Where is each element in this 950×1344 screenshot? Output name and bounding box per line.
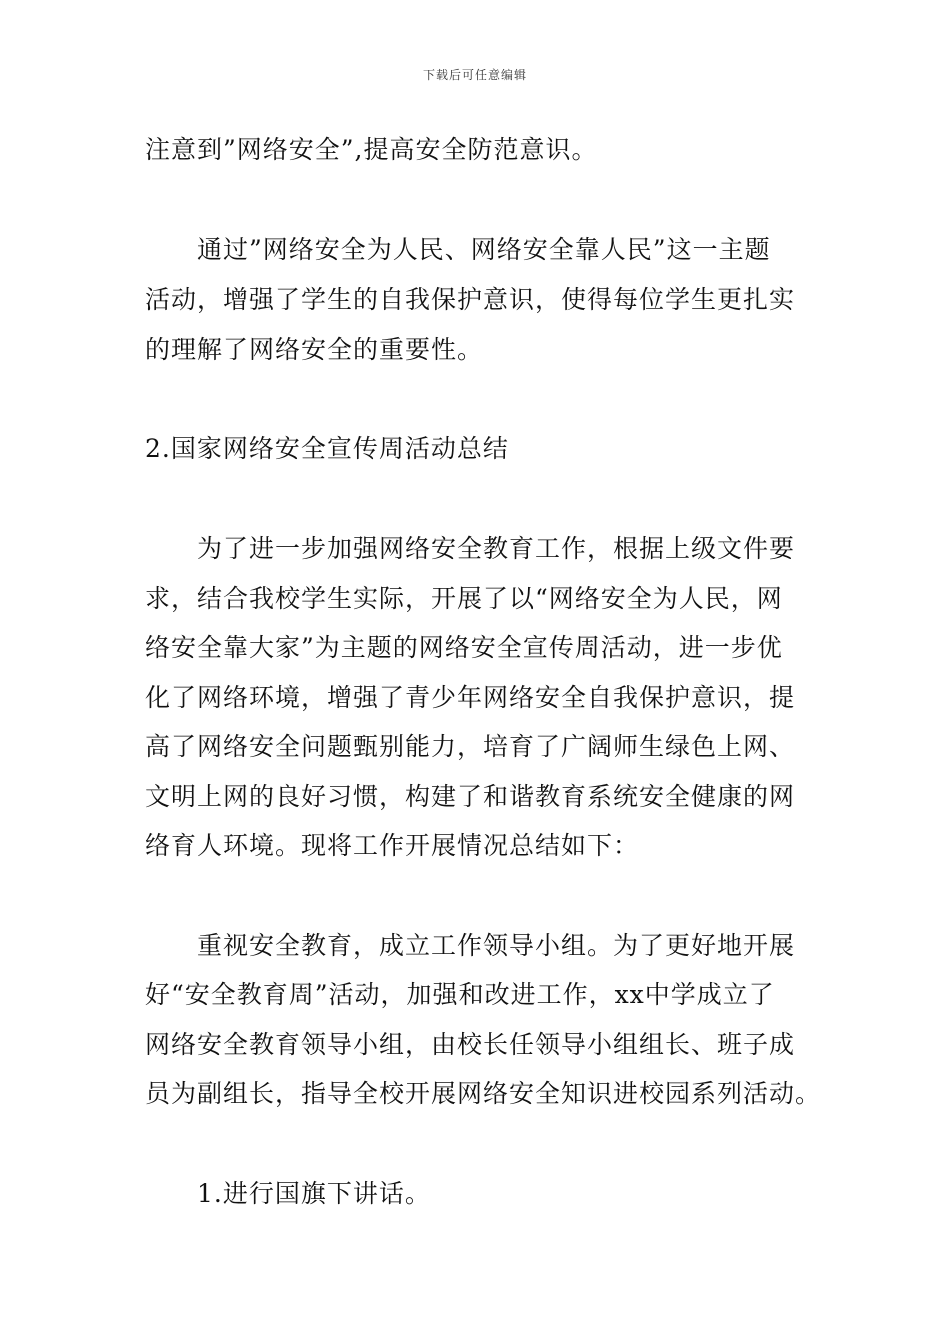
text-line: 高了网络安全问题甄别能力，培育了广阔师生绿色上网、 [145, 732, 796, 761]
list-item-heading: 1.进行国旗下讲话。 [197, 1179, 431, 1208]
text-line: 重视安全教育，成立工作领导小组。为了更好地开展 [197, 931, 796, 960]
text-line: 络安全靠大家”为主题的网络安全宣传周活动，进一步优 [145, 633, 783, 662]
text-line: 员为副组长，指导全校开展网络安全知识进校园系列活动。 [145, 1079, 822, 1108]
text-line: 络育人环境。现将工作开展情况总结如下： [145, 831, 640, 860]
section-heading: 2.国家网络安全宣传周活动总结 [145, 434, 509, 463]
text-line: 文明上网的良好习惯，构建了和谐教育系统安全健康的网 [145, 782, 796, 811]
text-line: 好“安全教育周”活动，加强和改进工作，xx中学成立了 [145, 980, 775, 1009]
text-line: 活动，增强了学生的自我保护意识，使得每位学生更扎实 [145, 285, 796, 314]
page-header: 下载后可任意编辑 [422, 68, 527, 82]
text-line: 的理解了网络安全的重要性。 [145, 335, 484, 364]
text-line: 为了进一步加强网络安全教育工作，根据上级文件要 [197, 534, 796, 563]
text-line: 网络安全教育领导小组，由校长任领导小组组长、班子成 [145, 1030, 796, 1059]
text-line: 化了网络环境，增强了青少年网络安全自我保护意识，提 [145, 683, 796, 712]
text-line: 注意到”网络安全”,提高安全防范意识。 [145, 135, 598, 164]
text-line: 求，结合我校学生实际，开展了以“网络安全为人民，网 [145, 584, 783, 613]
text-line: 通过”网络安全为人民、网络安全靠人民”这一主题 [197, 235, 771, 264]
